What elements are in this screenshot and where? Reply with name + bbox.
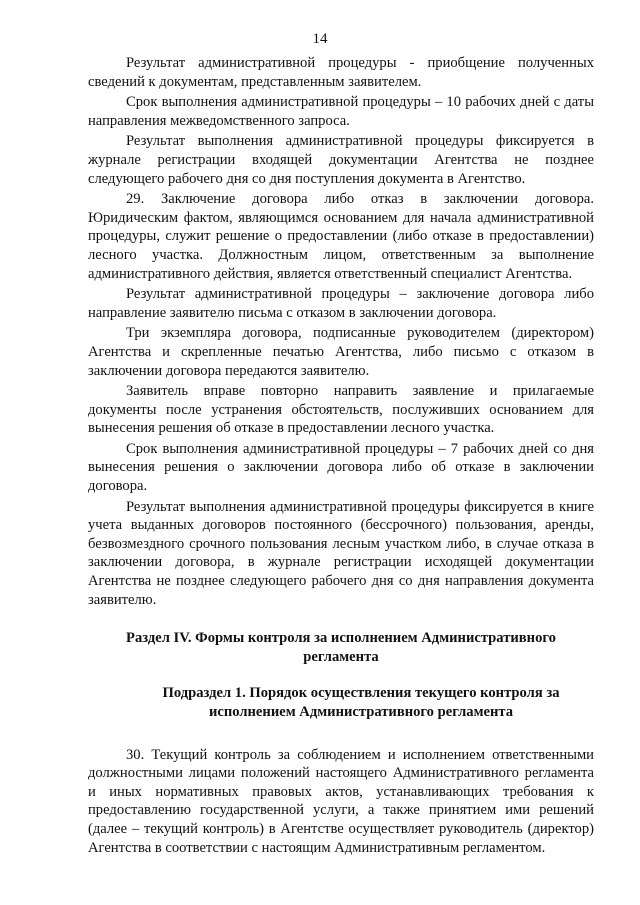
paragraph: Результат выполнения административной процедуры фиксируется в книге учета выданных договоров постоянного (бессрочного) пользования, аренды, безвозмездного срочного пользования лесным участком либо, в случае отказа в заключении договора, в журнале регистрации исходящей документации Агентства не позднее следующего рабочего дня со дня направления документа заявителю. [88,498,594,608]
page-number: 14 [312,31,328,47]
paragraph: Результат административной процедуры – заключение договора либо направление заявителю письма с отказом в заключении договора. [88,286,594,321]
paragraph: Три экземпляра договора, подписанные руководителем (директором) Агентства и скрепленные печатью Агентства, либо письмо с отказом в заключении договора передаются заявителю. [88,325,594,379]
paragraph: Результат выполнения административной процедуры фиксируется в журнале регистрации входящей документации Агентства не позднее следующего рабочего дня со дня поступления документа в Агентство. [88,133,594,187]
section-heading: Раздел IV. Формы контроля за исполнением Административного регламента [126,630,556,665]
paragraph-item-29: 29. Заключение договора либо отказ в заключении договора. Юридическим фактом, являющимся основанием для начала административной процедуры, служит решение о предоставлении (либо отказе в предоставлении) лесного участка. Должностным лицом, ответственным за выполнение административного действия, является ответственный специалист Агентства. [88,191,594,282]
subsection-heading: Подраздел 1. Порядок осуществления текущего контроля за исполнением Административного регламента [162,685,560,720]
paragraph: Срок выполнения административной процедуры – 7 рабочих дней со дня вынесения решения о заключении договора либо об отказе в заключении договора. [88,440,594,495]
paragraph: Результат административной процедуры - приобщение полученных сведений к документам, представленным заявителем. [88,55,594,90]
paragraph-item-30: 30. Текущий контроль за соблюдением и исполнением ответственными должностными лицами положений настоящего Административного регламента и иных нормативных правовых актов, устанавливающих требования к предоставлению государственной услуги, а также принятием ими решений (далее – текущий контроль) в Агентстве осуществляет руководитель (директор) Агентства в соответствии с настоящим Административным регламентом. [88,746,594,856]
page-content [88,54,594,857]
paragraph: Заявитель вправе повторно направить заявление и прилагаемые документы после устранения обстоятельств, послуживших основанием для вынесения решения об отказе в предоставлении лесного участка. [88,383,594,437]
paragraph: Срок выполнения административной процедуры – 10 рабочих дней с даты направления межведомственного запроса. [88,94,594,129]
